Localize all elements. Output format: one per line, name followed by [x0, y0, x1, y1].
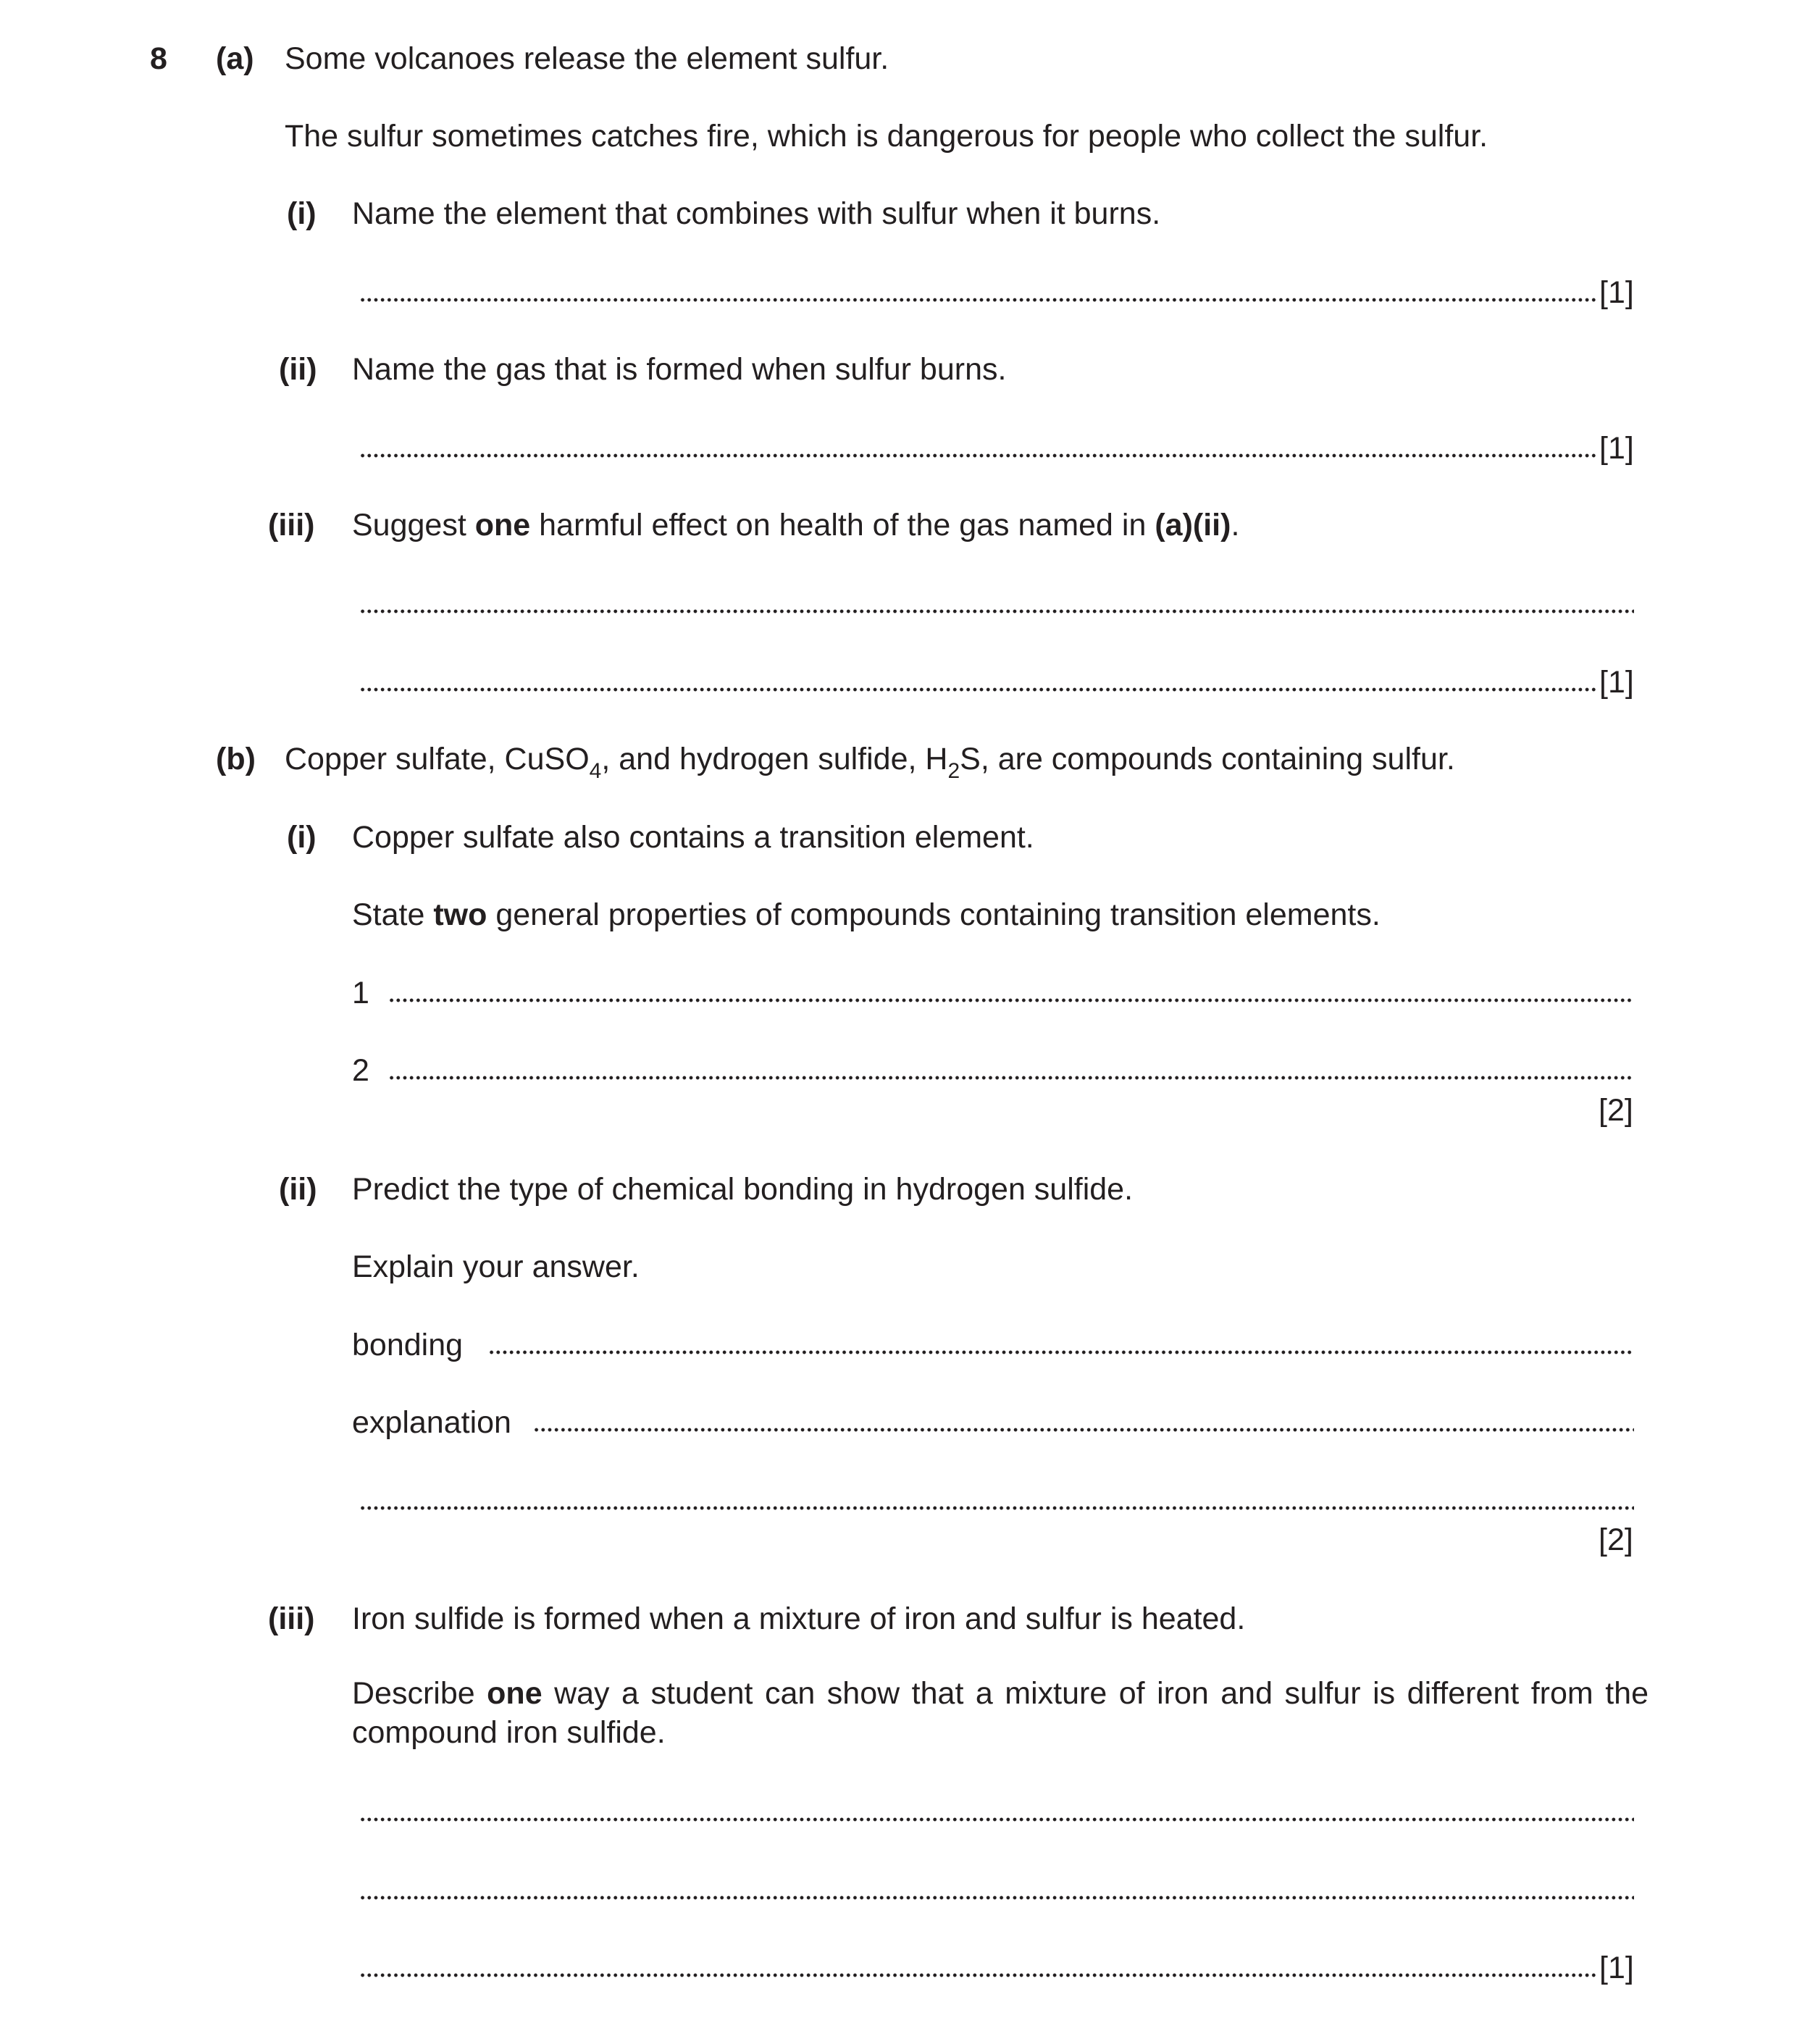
part-a-intro-1: Some volcanoes release the element sulfur.: [285, 41, 889, 76]
answer-line-a-ii[interactable]: [359, 451, 1596, 461]
part-b-iii-text: Iron sulfide is formed when a mixture of iron and sulfur is heated.: [352, 1601, 1246, 1636]
part-b-i-prompt: State two general properties of compounds containing transition elements.: [352, 897, 1381, 932]
answer-line-a-iii-2[interactable]: [359, 684, 1596, 695]
answer-line-b-iii-3[interactable]: [359, 1970, 1596, 1980]
explanation-label: explanation: [352, 1405, 511, 1440]
answer-line-b-iii-1[interactable]: [359, 1814, 1634, 1825]
part-a-iii-text: Suggest one harmful effect on health of the gas named in (a)(ii).: [352, 508, 1240, 543]
answer-line-a-iii-1[interactable]: [359, 606, 1634, 616]
part-b-intro: Copper sulfate, CuSO$_4$, and hydrogen sulfide, $H_2S$, are compounds containing sulfur.: [285, 742, 1455, 783]
mark-b-ii: [2]: [1599, 1522, 1633, 1557]
part-a-i-label: (i): [287, 196, 317, 231]
part-a-ii-text: Name the gas that is formed when sulfur burns.: [352, 352, 1007, 387]
part-a-iii-label: (iii): [268, 508, 315, 543]
part-b-iii-label: (iii): [268, 1601, 315, 1636]
part-b-iii-prompt: Describe one way a student can show that a mixture of iron and sulfur is different from the compound iron sulfide.: [352, 1676, 1649, 1750]
part-a-intro-2: The sulfur sometimes catches fire, which is dangerous for people who collect the sulfur.: [285, 119, 1488, 154]
part-b-ii-text: Predict the type of chemical bonding in hydrogen sulfide.: [352, 1172, 1134, 1207]
part-a-i-text: Name the element that combines with sulfur when it burns.: [352, 196, 1161, 231]
mark-a-ii: [1]: [1599, 431, 1634, 466]
mark-b-iii: [1]: [1599, 1951, 1634, 1985]
answer-line-b-i-1[interactable]: [388, 995, 1634, 1005]
part-b-i-line1-label: 1: [352, 976, 369, 1010]
part-b-i-line2-label: 2: [352, 1053, 369, 1088]
part-b-ii-prompt: Explain your answer.: [352, 1249, 640, 1284]
answer-line-a-i[interactable]: [359, 295, 1596, 305]
answer-line-explanation-1[interactable]: [533, 1425, 1634, 1435]
bonding-label: bonding: [352, 1328, 464, 1362]
part-a-ii-label: (ii): [279, 352, 317, 387]
answer-line-explanation-2[interactable]: [359, 1503, 1634, 1513]
part-b-i-text: Copper sulfate also contains a transition element.: [352, 820, 1034, 855]
part-b-i-label: (i): [287, 820, 317, 855]
part-a-label: (a): [216, 41, 254, 76]
question-number: 8: [150, 41, 167, 76]
mark-a-i: [1]: [1599, 275, 1634, 310]
answer-line-b-i-2[interactable]: [388, 1073, 1634, 1083]
answer-line-bonding[interactable]: [488, 1347, 1634, 1357]
part-b-label: (b): [216, 742, 256, 776]
mark-b-i: [2]: [1599, 1093, 1633, 1128]
part-b-ii-label: (ii): [279, 1172, 317, 1207]
answer-line-b-iii-2[interactable]: [359, 1893, 1634, 1903]
mark-a-iii: [1]: [1599, 665, 1634, 700]
